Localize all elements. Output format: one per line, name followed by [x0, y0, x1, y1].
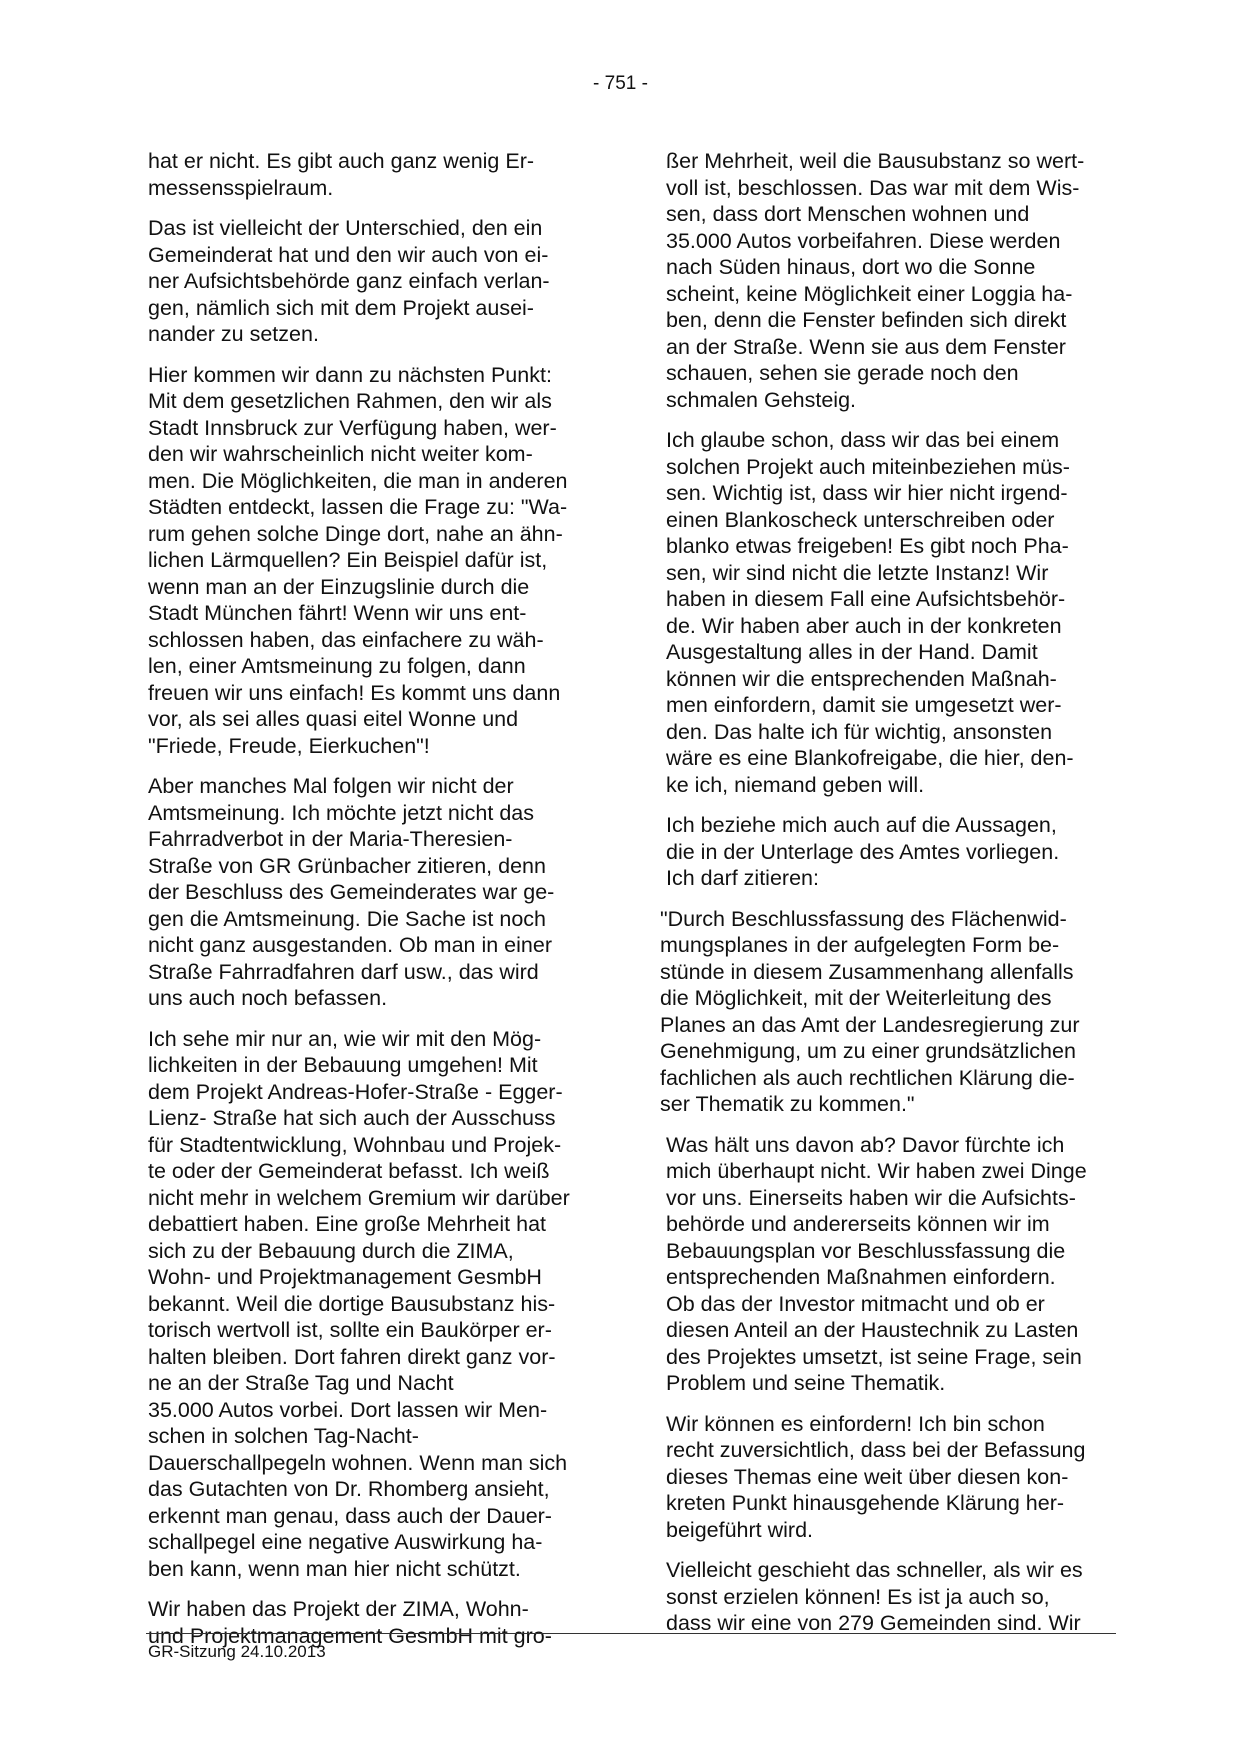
right-column: [660, 148, 1116, 1651]
paragraph: Ich sehe mir nur an, wie wir mit den Mög- lichkeiten in der Bebauung umgehen! Mit dem Projekt Andreas-Hofer-Straße - Egger- Lienz- Straße hat sich auch der Ausschuss für Stadtentwicklung, Wohnbau und Projek- te oder der Gemeinderat befasst. Ich weiß nicht mehr in welchem Gremium wir darüber debattiert haben. Eine große Mehrheit hat sich zu der Bebauung durch die ZIMA, Wohn- und Projektmanagement GesmbH bekannt. Weil die dortige Bausubstanz his- torisch wertvoll ist, sollte ein Baukörper er- halten bleiben. Dort fahren direkt ganz vor- ne an der Straße Tag und Nacht 35.000 Autos vorbei. Dort lassen wir Men- schen in solchen Tag-Nacht- Dauerschallpegeln wohnen. Wenn man sich das Gutachten von Dr. Rhomberg ansieht, erkennt man genau, dass auch der Dauer- schallpegel eine negative Auswirkung ha- ben kann, wenn man hier nicht schützt.: [148, 1026, 570, 1581]
paragraph: Was hält uns davon ab? Davor fürchte ich mich überhaupt nicht. Wir haben zwei Dinge vor uns. Einerseits haben wir die Aufsichts- behörde und andererseits können wir im Bebauungsplan vor Beschlussfassung die entsprechenden Maßnahmen einfordern. Ob das der Investor mitmacht und ob er diesen Anteil an der Haustechnik zu Lasten des Projektes umsetzt, ist seine Frage, sein Problem und seine Thematik.: [666, 1132, 1087, 1395]
paragraph: ßer Mehrheit, weil die Bausubstanz so wert- voll ist, beschlossen. Das war mit dem Wis- sen, dass dort Menschen wohnen und 35.000 Autos vorbeifahren. Diese werden nach Süden hinaus, dort wo die Sonne scheint, keine Möglichkeit einer Loggia ha- ben, denn die Fenster befinden sich direkt an der Straße. Wenn sie aus dem Fenster schauen, sehen sie gerade noch den schmalen Gehsteig.: [666, 149, 1085, 412]
footer-divider: [146, 1633, 1116, 1634]
paragraph: Hier kommen wir dann zu nächsten Punkt: Mit dem gesetzlichen Rahmen, den wir als Stadt Innsbruck zur Verfügung haben, wer- den wir wahrscheinlich nicht weiter kom- men. Die Möglichkeiten, die man in anderen Städten entdeckt, lassen die Frage zu: "Wa- rum gehen solche Dinge dort, nahe an ähn- lichen Lärmquellen? Ein Beispiel dafür ist, wenn man an der Einzugslinie durch die Stadt München fährt! Wenn wir uns ent- schlossen haben, das einfachere zu wäh- len, einer Amtsmeinung zu folgen, dann freuen wir uns einfach! Es kommt uns dann vor, als sei alles quasi eitel Wonne und "Friede, Freude, Eierkuchen"!: [148, 362, 568, 758]
paragraph: Vielleicht geschieht das schneller, als wir es sonst erzielen können! Es ist ja auch so, dass wir eine von 279 Gemeinden sind. Wir: [666, 1558, 1083, 1635]
paragraph: Wir haben das Projekt der ZIMA, Wohn- und Projektmanagement GesmbH mit gro-: [148, 1597, 552, 1648]
paragraph: hat er nicht. Es gibt auch ganz wenig Er- messensspielraum.: [148, 149, 535, 200]
paragraph: Wir können es einfordern! Ich bin schon recht zuversichtlich, dass bei der Befassung dieses Themas eine weit über diesen kon- kreten Punkt hinausgehende Klärung her- beigeführt wird.: [666, 1411, 1086, 1542]
footer-session-date: GR-Sitzung 24.10.2013: [148, 1642, 326, 1661]
paragraph: Ich beziehe mich auch auf die Aussagen, die in der Unterlage des Amtes vorliegen. Ich darf zitieren:: [666, 813, 1060, 890]
paragraph: Das ist vielleicht der Unterschied, den ein Gemeinderat hat und den wir auch von ei- ner Aufsichtsbehörde ganz einfach verlan- gen, nämlich sich mit dem Projekt ausei- nander zu setzen.: [148, 216, 550, 346]
page-number: - 751 -: [593, 73, 648, 94]
paragraph: Ich glaube schon, dass wir das bei einem solchen Projekt auch miteinbeziehen müs- sen. Wichtig ist, dass wir hier nicht irgend- einen Blankoscheck unterschreiben oder blanko etwas freigeben! Es gibt noch Pha- sen, wir sind nicht die letzte Instanz! Wir haben in diesem Fall eine Aufsichtsbehör- de. Wir haben aber auch in der konkreten Ausgestaltung alles in der Hand. Damit können wir die entsprechenden Maßnah- men einfordern, damit sie umgesetzt wer- den. Das halte ich für wichtig, ansonsten wäre es eine Blankofreigabe, die hier, den- ke ich, niemand geben will.: [666, 428, 1074, 797]
block-quote: "Durch Beschlussfassung des Flächenwid- mungsplanes in der aufgelegten Form be- stünde in diesem Zusammenhang allenfalls die Möglichkeit, mit der Weiterleitung des Planes an das Amt der Landesregierung zur Genehmigung, um zu einer grundsätzlichen fachlichen als auch rechtlichen Klärung die- ser Thematik zu kommen.": [660, 906, 1080, 1116]
paragraph: Aber manches Mal folgen wir nicht der Amtsmeinung. Ich möchte jetzt nicht das Fahrradverbot in der Maria-Theresien- Straße von GR Grünbacher zitieren, denn der Beschluss des Gemeinderates war ge- gen die Amtsmeinung. Die Sache ist noch nicht ganz ausgestanden. Ob man in einer Straße Fahrradfahren darf usw., das wird uns auch noch befassen.: [148, 774, 555, 1010]
left-column: [148, 148, 600, 1663]
